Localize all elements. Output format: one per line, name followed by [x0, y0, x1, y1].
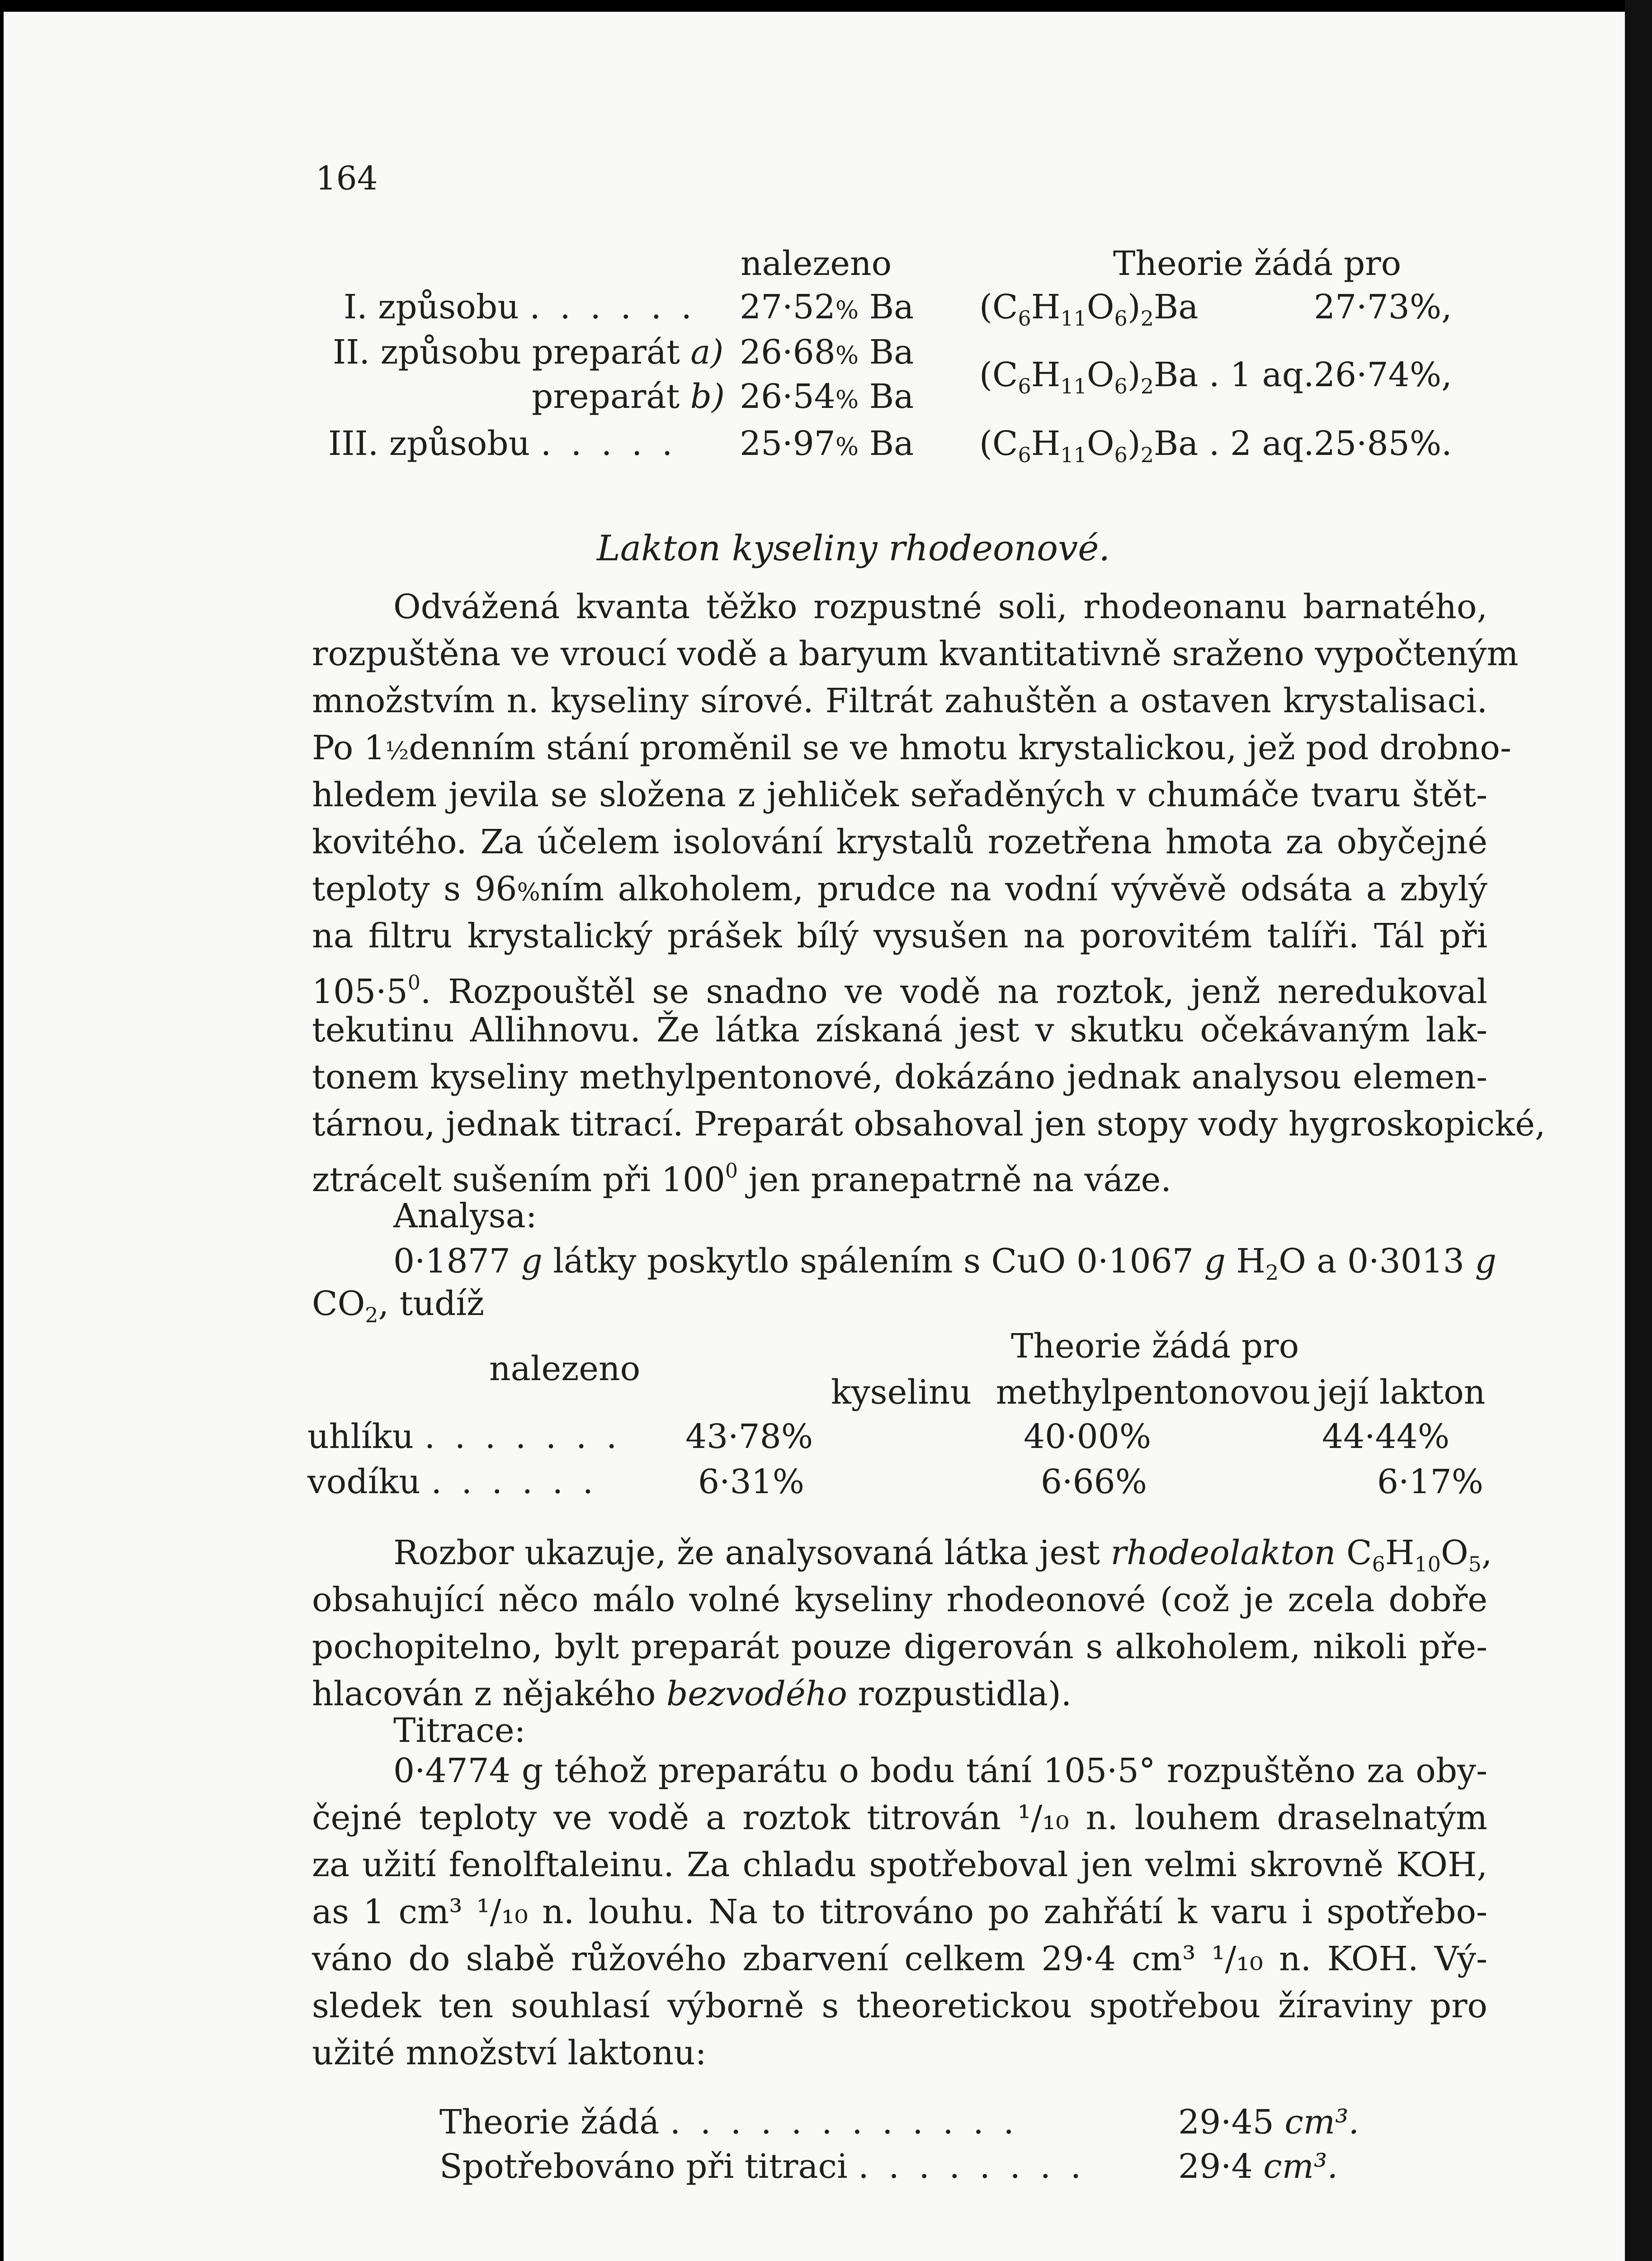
table1-row-theory: 26·74%,: [1314, 355, 1452, 394]
table2-col-lacton: její lakton: [1317, 1373, 1486, 1412]
text-line: za užití fenolftaleinu. Za chladu spotřeboval jen velmi skrovně KOH,: [312, 1845, 1487, 1884]
analysa-label: Analysa:: [393, 1197, 537, 1235]
table2-row-lacton: 44·44%: [1322, 1417, 1450, 1456]
page-number: 164: [316, 159, 378, 197]
text-line: as 1 cm³ ¹/₁₀ n. louhu. Na to titrováno po zahřátí k varu i spotřebo-: [312, 1892, 1487, 1931]
table1-row-found: 27·52% Ba: [740, 288, 914, 326]
text-line: množstvím n. kyseliny sírové. Filtrát zahuštěn a ostaven krystalisaci.: [312, 681, 1487, 720]
table1-row-method: preparát b): [532, 377, 725, 416]
text-line: teploty s 96%ním alkoholem, prudce na vodní vývěvě odsáta a zbylý: [312, 870, 1487, 908]
table1-row-formula: $(C_6H_{11}O_6)_2Ba$ . 1 aq.: [979, 355, 1314, 398]
text-line: obsahující něco málo volné kyseliny rhodeonové (což je zcela dobře: [312, 1580, 1487, 1619]
text-line: tárnou, jednak titrací. Preparát obsahoval jen stopy vody hygroskopické,: [312, 1105, 1546, 1144]
table1-row-theory: 27·73%,: [1314, 288, 1452, 326]
table2-row-acid: 40·00%: [1024, 1417, 1152, 1456]
scan-edge-left: [0, 0, 4, 2261]
table2-row-found: 43·78%: [685, 1417, 813, 1456]
table2-col-acid: kyselinu methylpentonovou: [831, 1373, 1311, 1412]
table1-row-method: I. způsobu . . . . . .: [344, 288, 697, 326]
summary-row-label: Spotřebováno při titraci . . . . . . . .: [439, 2147, 1086, 2186]
analysa-line-2: $CO_2$, tudíž: [312, 1284, 485, 1327]
table1-col-theory: Theorie žádá pro: [1113, 244, 1402, 283]
text-line: váno do slabě růžového zbarvení celkem 29·4 cm³ ¹/₁₀ n. KOH. Vý-: [312, 1939, 1487, 1978]
paragraph-3: [312, 1747, 1487, 2077]
text-line: pochopitelno, bylt preparát pouze digerován s alkoholem, nikoli pře-: [312, 1627, 1487, 1666]
table1-row-found: 26·54% Ba: [740, 377, 914, 416]
text-line: užité množství laktonu:: [312, 2034, 707, 2072]
text-line: čejné teploty ve vodě a roztok titrován ¹/₁₀ n. louhem draselnatým: [312, 1798, 1487, 1837]
text-line: $105\cdot 5^0$. Rozpouštěl se snadno ve vodě na roztok, jenž neredukoval: [312, 971, 1487, 1011]
paragraph-1: [312, 583, 1546, 1199]
text-line: hlacován z nějakého bezvodého rozpustidla).: [312, 1674, 1072, 1713]
text-line: hledem jevila se složena z jehliček seřaděných v chumáče tvaru štět-: [312, 776, 1487, 814]
text-line: Odvážená kvanta těžko rozpustné soli, rhodeonanu barnatého,: [393, 587, 1487, 626]
table2-col-theory: Theorie žádá pro: [1011, 1327, 1299, 1366]
text-line: na filtru krystalický prášek bílý vysušen na porovitém talíři. Tál při: [312, 917, 1487, 955]
table1-row-method: III. způsobu . . . . .: [328, 424, 677, 463]
text-line: rozpuštěna ve vroucí vodě a baryum kvantitativně sraženo vypočteným: [312, 634, 1519, 673]
text-line: Po 1½denním stání proměnil se ve hmotu krystalickou, jež pod drobno-: [312, 728, 1511, 767]
table2-row-found: 6·31%: [698, 1462, 805, 1501]
table1-col-found: nalezeno: [741, 244, 892, 283]
table1-row-method: II. způsobu preparát a): [333, 333, 724, 372]
section-title: Lakton kyseliny rhodeonové.: [597, 528, 1110, 569]
summary-row-value: 29·45 cm³.: [1178, 2103, 1359, 2142]
text-line: 0·4774 g téhož preparátu o bodu tání 105·5° rozpuštěno za oby-: [393, 1751, 1487, 1790]
text-line: tekutinu Allihnovu. Že látka získaná jest v skutku očekávaným lak-: [312, 1011, 1487, 1050]
text-line: tonem kyseliny methylpentonové, dokázáno jednak analysou elemen-: [312, 1058, 1487, 1097]
table1-row-found: 26·68% Ba: [740, 333, 914, 372]
table2-row-lacton: 6·17%: [1377, 1462, 1484, 1501]
text-line: ztrácelt sušením při $100^0$ jen pranepatrně na váze.: [312, 1159, 1171, 1199]
table2-row-label: uhlíku . . . . . . .: [307, 1417, 622, 1456]
table2-row-acid: 6·66%: [1041, 1462, 1147, 1501]
table1-row-theory: 25·85%.: [1314, 424, 1452, 463]
summary-row-value: 29·4 cm³.: [1178, 2147, 1338, 2186]
table1-row-formula: $(C_6H_{11}O_6)_2Ba$: [979, 288, 1199, 331]
text-line: kovitého. Za účelem isolování krystalů rozetřena hmota za obyčejné: [312, 823, 1487, 861]
table1-row-found: 25·97% Ba: [740, 424, 914, 463]
text-line: Rozbor ukazuje, že analysovaná látka jest rhodeolakton $C_6H_{10}O_5$,: [393, 1533, 1492, 1576]
scan-edge-top: [0, 0, 1652, 12]
table2-col-found: nalezeno: [489, 1349, 641, 1388]
table2-row-label: vodíku . . . . . .: [307, 1462, 598, 1501]
text-line: sledek ten souhlasí výborně s theoretickou spotřebou žíraviny pro: [312, 1987, 1487, 2025]
paragraph-2: [312, 1529, 1492, 1717]
table1-row-formula: $(C_6H_{11}O_6)_2Ba$ . 2 aq.: [979, 424, 1314, 467]
scan-edge-right: [1625, 0, 1652, 2261]
titrace-label: Titrace:: [393, 1711, 526, 1750]
analysa-line: 0·1877 g látky poskytlo spálením s CuO 0·1067 g $H_2O$ a 0·3013 g: [393, 1242, 1496, 1285]
summary-row-label: Theorie žádá . . . . . . . . . . . .: [439, 2103, 1019, 2142]
